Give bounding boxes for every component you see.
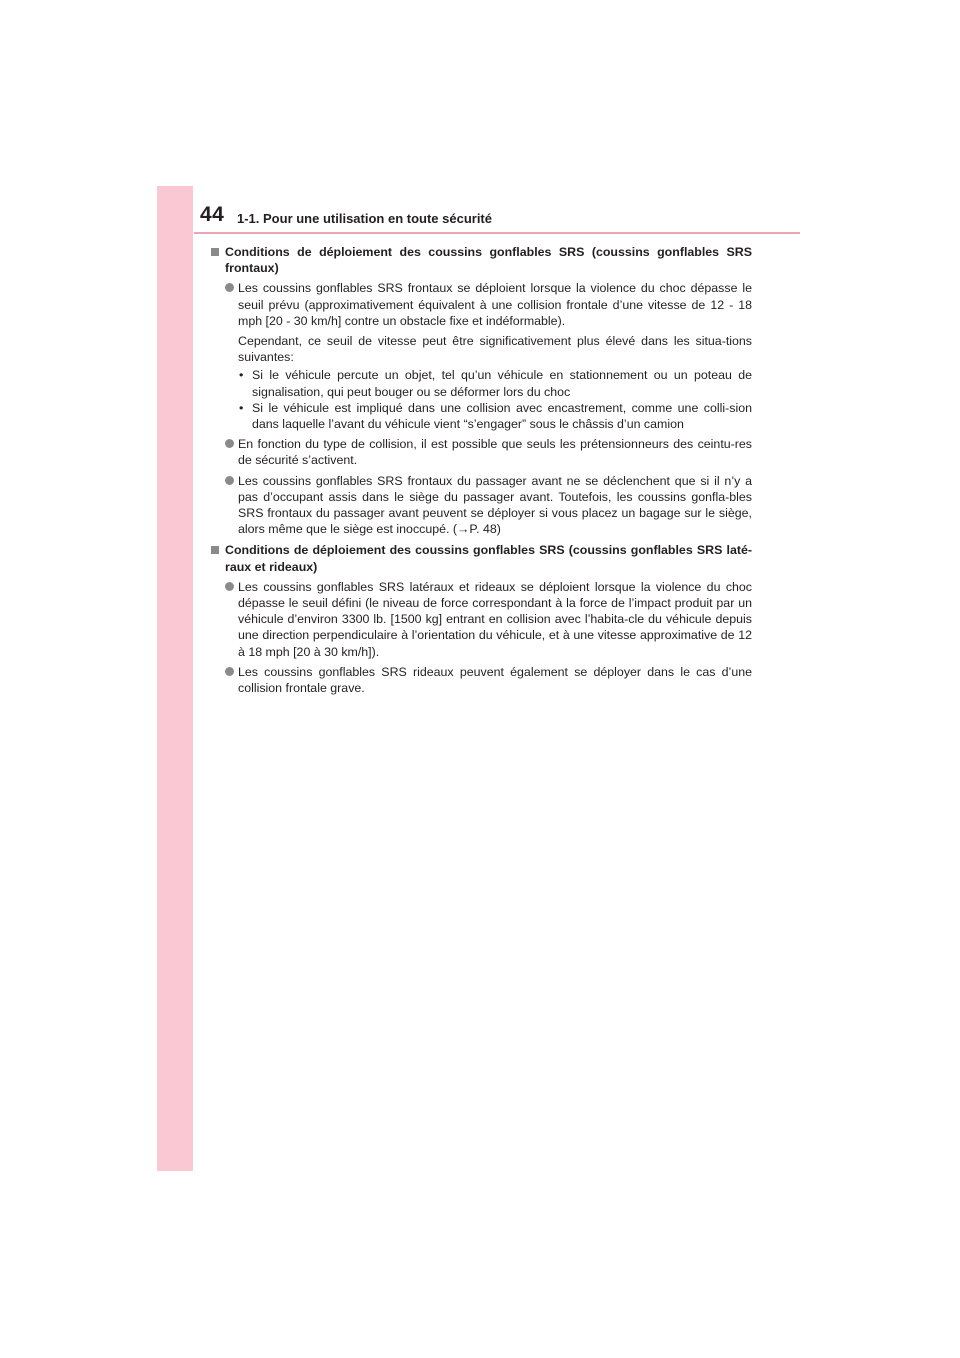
section-heading: Conditions de déploiement des coussins gonflables SRS (coussins gonflables SRS frontaux) <box>211 244 752 276</box>
round-bullet-icon <box>225 582 234 591</box>
chapter-side-band <box>157 186 193 1171</box>
square-bullet-icon <box>211 546 219 554</box>
list-item: Les coussins gonflables SRS frontaux se déploient lorsque la violence du choc dépasse le seuil prévu (approximativement équivalent à une collision frontale d’une vitesse de 12 - 18 mph [20 - 30 km/h] contre un obstacle fixe et indéformable). <box>211 280 752 329</box>
sub-list-item: • Si le véhicule percute un objet, tel qu’un véhicule en stationnement ou un poteau de signalisation, qui peut bouger ou se déformer lors du choc <box>239 368 752 399</box>
round-bullet-icon <box>225 667 234 676</box>
section-frontal <box>211 244 752 537</box>
round-bullet-icon <box>225 439 234 448</box>
round-bullet-icon <box>225 283 234 292</box>
list-item: Les coussins gonflables SRS rideaux peuvent également se déployer dans le cas d’une collision frontale grave. <box>211 664 752 696</box>
sub-bullet-icon: • <box>239 368 244 383</box>
page-content <box>211 244 752 701</box>
page-number: 44 <box>200 203 225 226</box>
sub-bullet-icon: • <box>239 400 244 415</box>
section-title: 1-1. Pour une utilisation en toute sécurité <box>237 211 492 226</box>
list-item: Les coussins gonflables SRS frontaux du passager avant ne se déclenchent que si il n’y a pas d’occupant assis dans le siège du passager avant. Toutefois, les coussins gonfla-bles SRS frontaux du passager avant peuvent se déployer si vous placez un bagage sur le siège, alors même que le siège est inoccupé. (→P. 48) <box>211 473 752 538</box>
paragraph: Cependant, ce seuil de vitesse peut être significativement plus élevé dans les situa-tions suivantes: <box>238 334 752 365</box>
section-side-curtain <box>211 542 752 696</box>
section-heading: Conditions de déploiement des coussins gonflables SRS (coussins gonflables SRS laté-raux et rideaux) <box>211 542 752 574</box>
list-item: En fonction du type de collision, il est possible que seuls les prétensionneurs des ceintu-res de sécurité s’activent. <box>211 436 752 468</box>
list-item: Les coussins gonflables SRS latéraux et rideaux se déploient lorsque la violence du choc dépasse le seuil défini (le niveau de force correspondant à la force de l’impact produit par un véhicule d’environ 3300 lb. [1500 kg] entrant en collision avec l’habita-cle du véhicule depuis une direction perpendiculaire à l’orientation du véhicule, et à une vitesse approximative de 12 à 18 mph [20 à 30 km/h]). <box>211 579 752 660</box>
page-header <box>200 203 800 233</box>
sub-list-item: • Si le véhicule est impliqué dans une collision avec encastrement, comme une colli-sion dans laquelle l’avant du véhicule vient “s’engager” sous le châssis d’un camion <box>239 400 752 432</box>
header-rule <box>194 232 800 234</box>
round-bullet-icon <box>225 476 234 485</box>
square-bullet-icon <box>211 248 219 256</box>
